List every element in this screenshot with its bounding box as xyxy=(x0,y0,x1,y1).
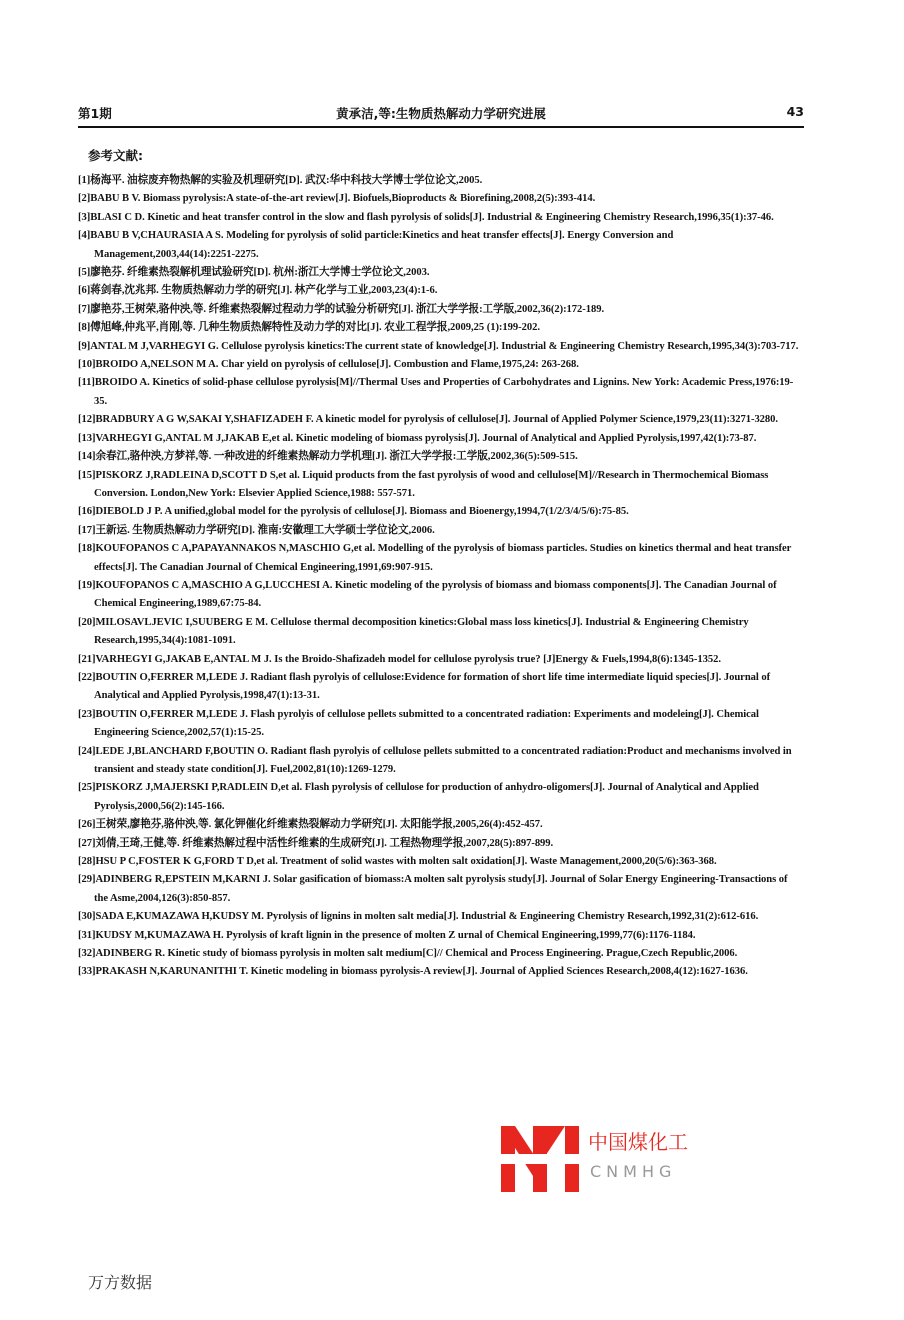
reference-item: [21]VARHEGYI G,JAKAB E,ANTAL M J. Is the Broido-Shafizadeh model for cellulose pyrolysis true? [J]Energy & Fuels,1994,8(6):1345-1352. xyxy=(78,653,721,665)
reference-item: [3]BLASI C D. Kinetic and heat transfer control in the slow and flash pyrolysis of solids[J]. Industrial & Engineering Chemistry Research,1996,35(1):37-46. xyxy=(78,211,774,223)
reference-item: [26]王树荣,廖艳芬,骆仲泱,等. 氯化钾催化纤维素热裂解动力学研究[J]. 太阳能学报,2005,26(4):452-457. xyxy=(78,819,543,831)
reference-item: [25]PISKORZ J,MAJERSKI P,RADLEIN D,et al. Flash pyrolysis of cellulose for production of anhydro-oligomers[J]. Journal of Analytical and Applied Pyrolysis,2000,56(2):145-166. xyxy=(78,782,759,812)
watermark-name-cn: 中国煤化工 xyxy=(586,1126,690,1155)
reference-item: [29]ADINBERG R,EPSTEIN M,KARNI J. Solar gasification of biomass:A molten salt pyrolysis study[J]. Journal of Solar Energy Engineering-Transactions of the Asme,2004,126(3):850-857. xyxy=(78,874,788,904)
reference-item: [7]廖艳芬,王树荣,骆仲泱,等. 纤维素热裂解过程动力学的试验分析研究[J]. 浙江大学学报:工学版,2002,36(2):172-189. xyxy=(78,303,605,315)
reference-item: [10]BROIDO A,NELSON M A. Char yield on pyrolysis of cellulose[J]. Combustion and Flame,1975,24: 263-268. xyxy=(78,359,579,371)
header-rule xyxy=(78,126,804,128)
reference-item: [1]杨海平. 油棕废弃物热解的实验及机理研究[D]. 武汉:华中科技大学博士学位论文,2005. xyxy=(78,175,483,186)
issue-number: 第1期 xyxy=(78,106,112,121)
reference-item: [4]BABU B V,CHAURASIA A S. Modeling for pyrolysis of solid particle:Kinetics and heat transfer effects[J]. Energy Conversion and Management,2003,44(14):2251-2275. xyxy=(78,230,674,260)
cnmhg-watermark-logo xyxy=(491,1124,721,1196)
reference-item: [32]ADINBERG R. Kinetic study of biomass pyrolysis in molten salt medium[C]// Chemical and Process Engineering. Prague,Czech Republic,2006. xyxy=(78,948,738,960)
reference-item: [9]ANTAL M J,VARHEGYI G. Cellulose pyrolysis kinetics:The current state of knowledge[J]. Industrial & Engineering Chemistry Research,1995,34(3):703-717. xyxy=(78,340,799,352)
reference-item: [11]BROIDO A. Kinetics of solid-phase cellulose pyrolysis[M]//Thermal Uses and Properties of Carbohydrates and Lignins. New York: Academic Press,1976:19-35. xyxy=(78,377,794,407)
reference-item: [28]HSU P C,FOSTER K G,FORD T D,et al. Treatment of solid wastes with molten salt oxidation[J]. Waste Management,2000,20(5/6):363-368. xyxy=(78,856,717,868)
reference-item: [27]刘倩,王琦,王健,等. 纤维素热解过程中活性纤维素的生成研究[J]. 工程热物理学报,2007,28(5):897-899. xyxy=(78,837,554,849)
reference-item: [18]KOUFOPANOS C A,PAPAYANNAKOS N,MASCHIO G,et al. Modelling of the pyrolysis of biomass particles. Studies on kinetics thermal and heat transfer effects[J]. The Canadian Journal of Chemical Engineering,1991,69:907-915. xyxy=(78,543,792,573)
reference-item: [12]BRADBURY A G W,SAKAI Y,SHAFIZADEH F. A kinetic model for pyrolysis of cellulose[J]. Journal of Applied Polymer Science,1979,23(11):3271-3280. xyxy=(78,414,779,426)
reference-item: [15]PISKORZ J,RADLEINA D,SCOTT D S,et al. Liquid products from the fast pyrolysis of wood and cellulose[M]//Research in Thermochemical Biomass Conversion. London,New York: Elsevier Applied Science,1988: 557-571. xyxy=(78,469,769,499)
page-number: 43 xyxy=(786,104,804,119)
reference-item: [23]BOUTIN O,FERRER M,LEDE J. Flash pyrolyis of cellulose pellets submitted to a concentrated radiation: Experiments and modeleing[J]. Chemical Engineering Science,2002,57(1):15-25. xyxy=(78,708,759,739)
reference-item: [16]DIEBOLD J P. A unified,global model for the pyrolysis of cellulose[J]. Biomass and Bioenergy,1994,7(1/2/3/4/5/6):75-85. xyxy=(78,506,629,518)
reference-item: [2]BABU B V. Biomass pyrolysis:A state-of-the-art review[J]. Biofuels,Bioproducts & Biorefining,2008,2(5):393-414. xyxy=(78,193,596,205)
reference-item: [24]LEDE J,BLANCHARD F,BOUTIN O. Radiant flash pyrolyis of cellulose pellets submitted to a concentrated radiation:Product and mechanisms involved in transient and steady state condition[J]. Fuel,2002,81(10):1269-1279. xyxy=(78,745,792,775)
reference-item: [13]VARHEGYI G,ANTAL M J,JAKAB E,et al. Kinetic modeling of biomass pyrolysis[J]. Journal of Analytical and Applied Pyrolysis,1997,42(1):73-87. xyxy=(78,432,757,444)
reference-item: [30]SADA E,KUMAZAWA H,KUDSY M. Pyrolysis of lignins in molten salt media[J]. Industrial & Engineering Chemistry Research,1992,31(2):612-616. xyxy=(78,911,759,923)
reference-item: [20]MILOSAVLJEVIC I,SUUBERG E M. Cellulose thermal decomposition kinetics:Global mass loss kinetics[J]. Industrial & Engineering Chemistry Research,1995,34(4):1081-1091. xyxy=(78,616,749,647)
reference-list xyxy=(78,172,804,982)
references-heading: 参考文献: xyxy=(88,148,143,163)
reference-item: [22]BOUTIN O,FERRER M,LEDE J. Radiant flash pyrolyis of cellulose:Evidence for formation of short life time intermediate liquid species[J]. Journal of Analytical and Applied Pyrolysis,1998,47(1):13-31. xyxy=(78,671,771,702)
reference-item: [14]余春江,骆仲泱,方梦祥,等. 一种改进的纤维素热解动力学机理[J]. 浙江大学学报:工学版,2002,36(5):509-515. xyxy=(78,451,578,463)
reference-item: [17]王新运. 生物质热解动力学研究[D]. 淮南:安徽理工大学硕士学位论文,2006. xyxy=(78,524,435,536)
reference-item: [19]KOUFOPANOS C A,MASCHIO A G,LUCCHESI A. Kinetic modeling of the pyrolysis of biomass and biomass components[J]. The Canadian Journal of Chemical Engineering,1989,67:75-84. xyxy=(78,579,777,610)
running-title: 黄承洁,等:生物质热解动力学研究进展 xyxy=(336,106,546,121)
running-header xyxy=(78,104,804,124)
reference-item: [6]蒋剑春,沈兆邦. 生物质热解动力学的研究[J]. 林产化学与工业,2003,23(4):1-6. xyxy=(78,285,438,297)
footer-source: 万方数据 xyxy=(88,1273,153,1292)
reference-item: [33]PRAKASH N,KARUNANITHI T. Kinetic modeling in biomass pyrolysis-A review[J]. Journal of Applied Sciences Research,2008,4(12):1627-1636. xyxy=(78,966,748,978)
reference-item: [31]KUDSY M,KUMAZAWA H. Pyrolysis of kraft lignin in the presence of molten Z urnal of Chemical Engineering,1999,77(6):1176-1184. xyxy=(78,929,696,941)
reference-item: [5]廖艳芬. 纤维素热裂解机理试验研究[D]. 杭州:浙江大学博士学位论文,2003. xyxy=(78,267,430,279)
reference-item: [8]傅旭峰,仲兆平,肖刚,等. 几种生物质热解特性及动力学的对比[J]. 农业工程学报,2009,25 (1):199-202. xyxy=(78,322,540,334)
watermark-name-en: CNMHG xyxy=(590,1162,677,1181)
cnmhg-logo-mark xyxy=(491,1124,587,1196)
